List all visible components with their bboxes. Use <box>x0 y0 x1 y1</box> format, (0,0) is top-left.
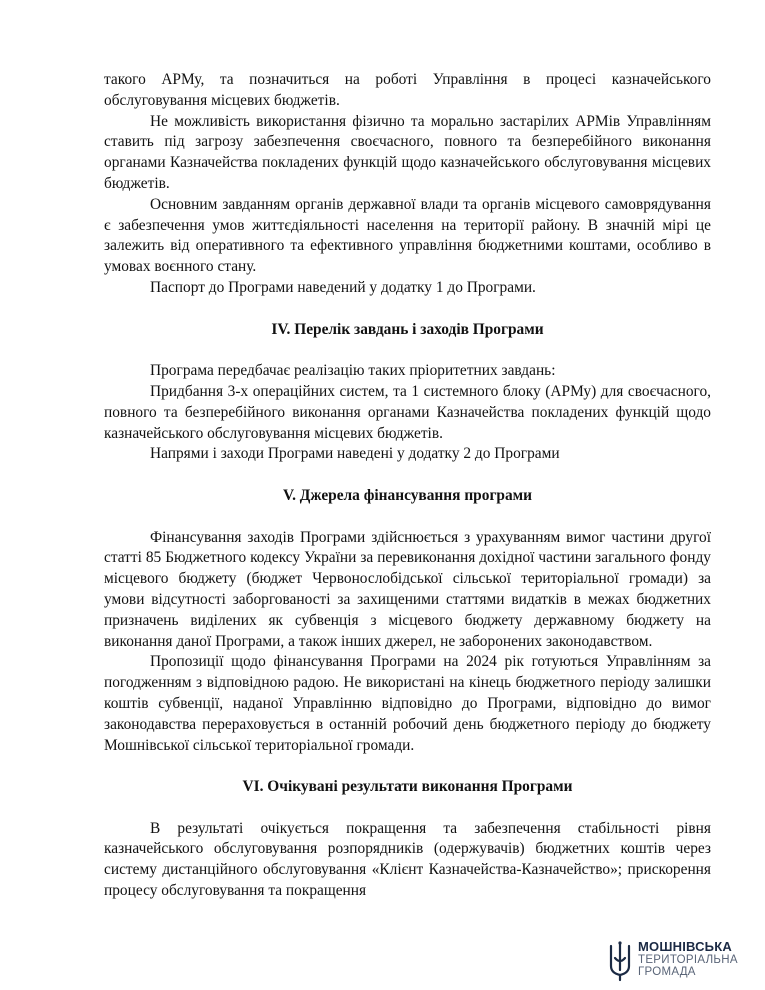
paragraph: Фінансування заходів Програми здійснюється з урахуванням вимог частини другої статті 85 Бюджетного кодексу України за перевиконання дохідної частини загального фонду місцевого бюджету (бюджет Червонослобідської сільської територіальної громади) за умови відсутності заборгованості за захищеними статтями видатків в межах бюджетних призначень виділених як субвенція з місцевого бюджету державному бюджету на виконання даної Програми, а також інших джерел, не заборонених законодавством. <box>104 528 711 650</box>
paragraph: Придбання 3-х операційних систем, та 1 системного блоку (АРМу) для своєчасного, повного та безперебійного виконання органами Казначейства покладених функцій щодо казначейського обслуговування місцевих бюджетів. <box>104 382 711 442</box>
logo-name: МОШНІВСЬКА <box>638 939 732 954</box>
logo-line2: ТЕРИТОРІАЛЬНА <box>638 953 738 966</box>
paragraph: Пропозиції щодо фінансування Програми на 2024 рік готуються Управлінням за погодженням з відповідною радою. Не використані на кінець бюджетного періоду залишки коштів субвенції, наданої Управлінню відповідно до Програми, відповідно до вимог законодавства перераховується в останній робочий день бюджетного періоду до бюджету Мошнівської сільської територіальної громади. <box>104 653 711 754</box>
paragraph: Паспорт до Програми наведений у додатку 1 до Програми. <box>150 278 536 296</box>
paragraph: такого АРМу, та позначиться на роботі Управління в процесі казначейського обслуговування місцевих бюджетів. <box>104 71 711 109</box>
section-heading-5: V. Джерела фінансування програми <box>282 486 533 504</box>
paragraph: Програма передбачає реалізацію таких пріоритетних завдань: <box>150 362 556 380</box>
community-logo <box>608 940 758 982</box>
section-heading-6: VI. Очікувані результати виконання Програми <box>242 778 573 796</box>
paragraph: В результаті очікується покращення та забезпечення стабільності рівня казначейського обслуговування розпорядників (одержувачів) бюджетних коштів через систему дистанційного обслуговування «Клієнт Казначейства-Казначейство»; прискорення процесу обслуговування та покращення <box>104 819 711 900</box>
logo-line3: ГРОМАДА <box>638 966 696 978</box>
paragraph: Не можливість використання фізично та морально застарілих АРМів Управлінням ставить під загрозу забезпечення своєчасного, повного та безперебійного виконання органами Казначейства покладених функцій щодо казначейського обслуговування місцевих бюджетів. <box>104 112 711 192</box>
section-heading-4: IV. Перелік завдань і заходів Програми <box>271 320 544 338</box>
paragraph: Напрями і заходи Програми наведені у додатку 2 до Програми <box>150 445 560 463</box>
trident-icon <box>608 940 632 982</box>
document-page <box>104 70 711 902</box>
paragraph: Основним завданням органів державної влади та органів місцевого самоврядування є забезпечення умов життєдіяльності населення на території району. В значній мірі це залежить від оперативного та ефективного управління бюджетними коштами, особливо в умовах воєнного стану. <box>104 195 711 276</box>
